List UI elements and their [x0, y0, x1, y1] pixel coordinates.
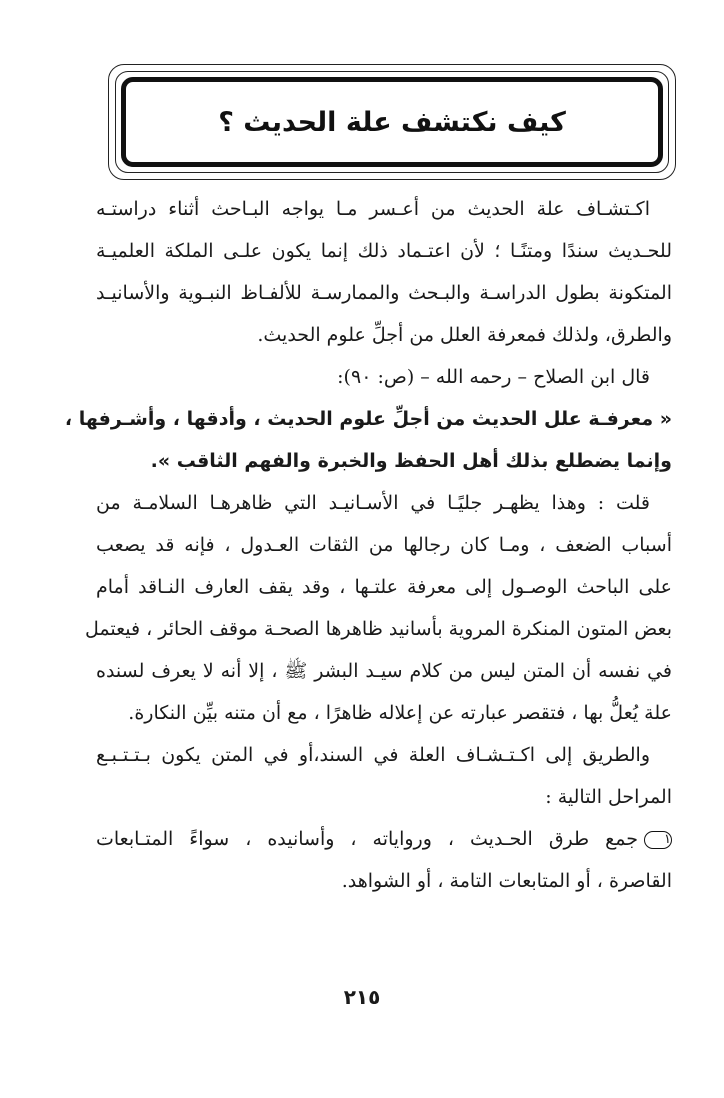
- list-item-text: جمع طرق الحـديث ، ورواياته ، وأسانيده ، سواءً المتـابعات: [96, 828, 638, 850]
- body-line: على الباحث الوصـول إلى معرفة علتـها ، وقد يقف العارف النـاقد أمام: [96, 576, 672, 598]
- body-line: للحـديث سندًا ومتنًـا ؛ لأن اعتـماد ذلك إنما يكون علـى الملكة العلميـة: [96, 240, 672, 262]
- title-frame: [108, 64, 676, 180]
- body-line: علة يُعلُّ بها ، فتقصر عبارته عن إعلاله ظاهرًا ، مع أن متنه بيِّن النكارة.: [128, 702, 672, 724]
- item-number-badge: ١: [644, 831, 672, 849]
- body-line: والطريق إلى اكـتـشـاف العلة في السند،أو في المتن يكون بـتـتـبـع: [96, 744, 650, 766]
- quote-line: « معرفـة علل الحديث من أجلِّ علوم الحديث ، وأدقها ، وأشـرفها ،: [64, 408, 672, 430]
- body-line: أسباب الضعف ، ومـا كان رجالها من الثقات العـدول ، فإنه قد يصعب: [96, 534, 672, 556]
- body-line: المتكونة بطول الدراسـة والبـحث والممارسـة للألفـاظ النبـوية والأسانيـد: [96, 282, 672, 304]
- title-frame-inner-border: [121, 77, 663, 167]
- body-line: قلت : وهذا يظهـر جليًـا في الأسـانيـد التي ظاهرهـا السلامـة من: [96, 492, 650, 514]
- body-line: المراحل التالية :: [545, 786, 672, 808]
- citation-intro: قال ابن الصلاح – رحمه الله – (ص: ٩٠):: [337, 366, 650, 388]
- quote-line: وإنما يضطلع بذلك أهل الحفظ والخبرة والفهم الثاقب ».: [150, 450, 672, 472]
- page-number: ٢١٥: [343, 985, 381, 1009]
- body-line: في نفسه أن المتن ليس من كلام سيـد البشر ﷺ ، إلا أنه لا يعرف لسنده: [96, 660, 672, 682]
- body-line: اكـتشـاف علة الحديث من أعـسر مـا يواجه البـاحث أثناء دراستـه: [96, 198, 650, 220]
- body-line: بعض المتون المنكرة المروية بأسانيد ظاهرها الصحـة موقف الحائر ، فيعتمل: [84, 618, 672, 640]
- body-line: والطرق، ولذلك فمعرفة العلل من أجلِّ علوم الحديث.: [257, 324, 672, 346]
- list-item-continuation: القاصرة ، أو المتابعات التامة ، أو الشواهد.: [341, 870, 672, 892]
- page-body: [64, 188, 672, 902]
- page-title: كيف نكتشف علة الحديث ؟: [218, 106, 566, 138]
- list-item: [96, 818, 672, 860]
